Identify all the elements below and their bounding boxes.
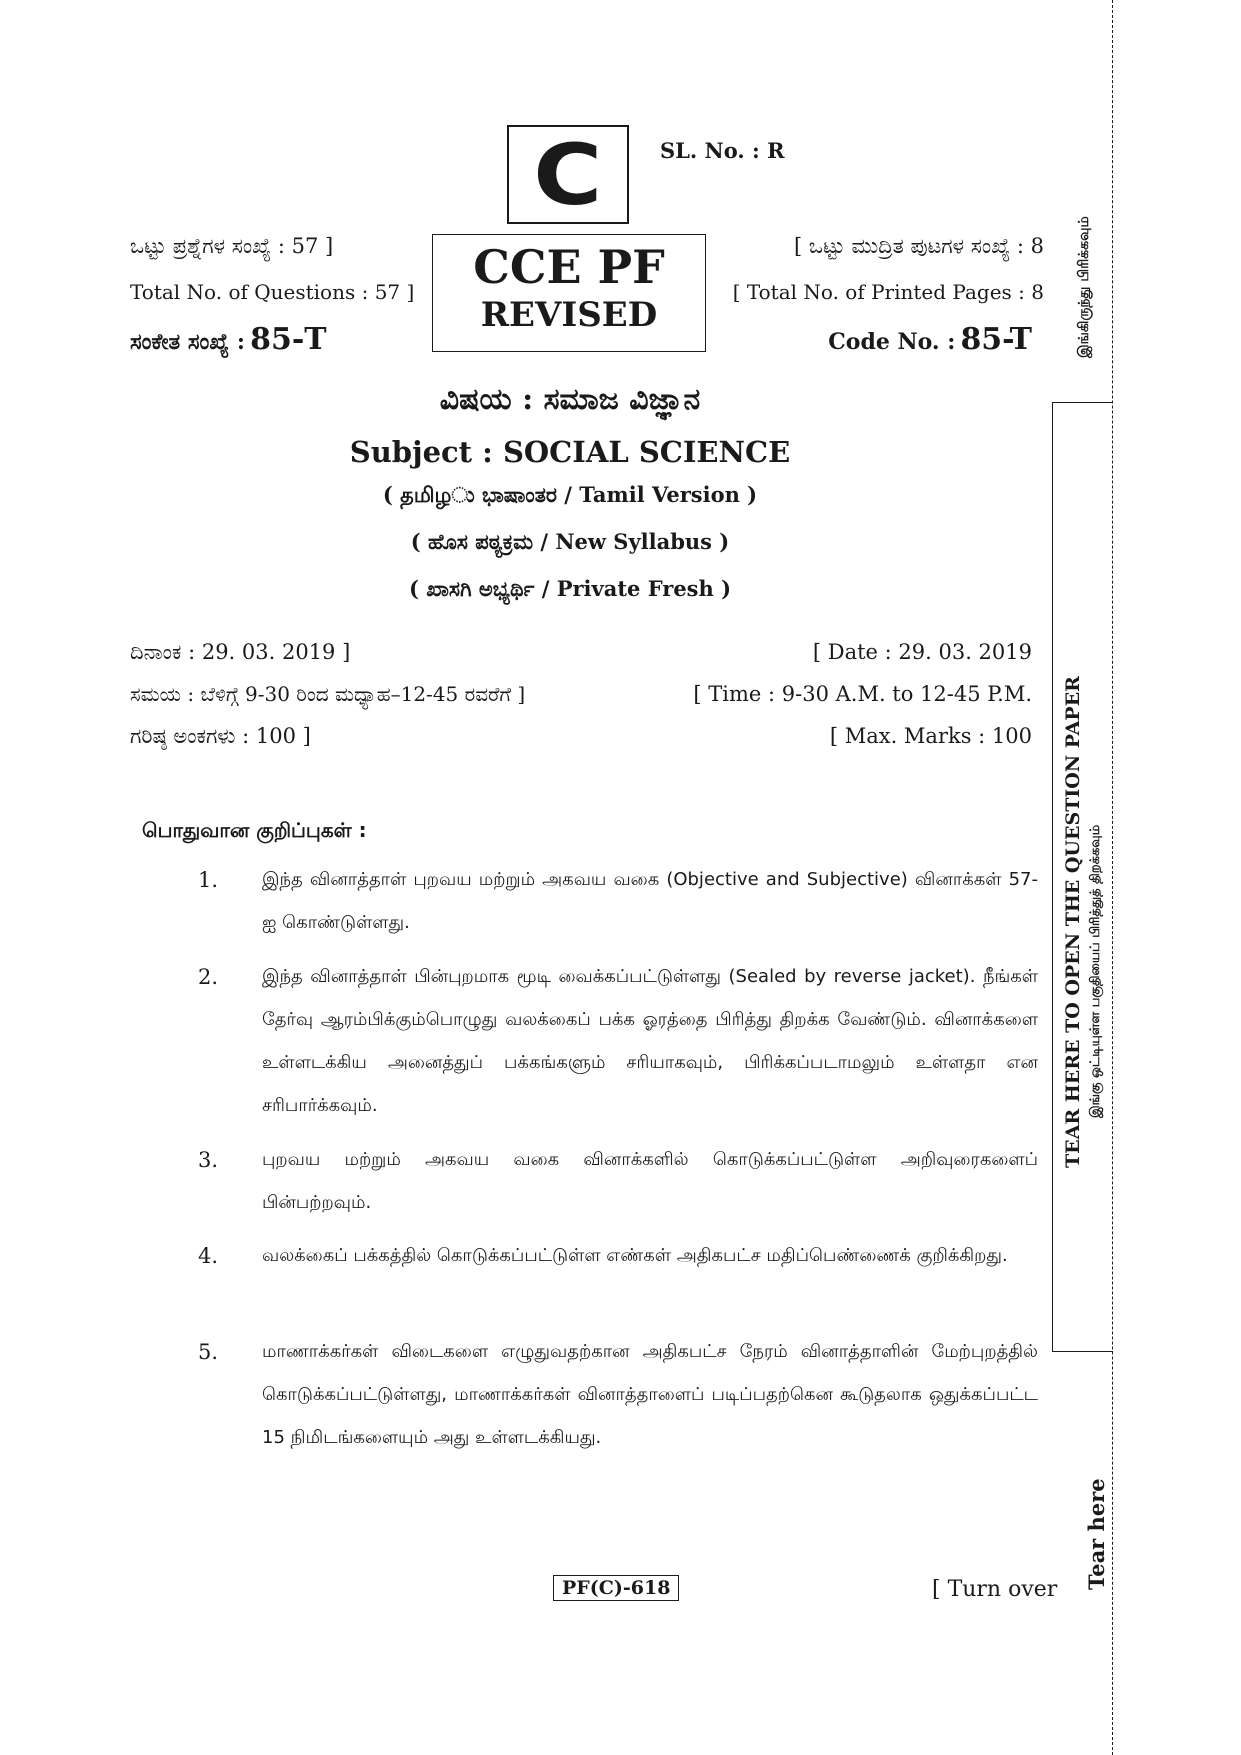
kannada-code-number xyxy=(130,322,327,357)
instruction-text: இந்த வினாத்தாள் புறவய மற்றும் அகவய வகை (Objective and Subjective) வினாக்கள் 57-ஐ கொண்டுள்ளது. xyxy=(262,869,1038,933)
revised-label: REVISED xyxy=(480,295,658,335)
instruction-text: இந்த வினாத்தாள் பின்புறமாக மூடி வைக்கப்பட்டுள்ளது (Sealed by reverse jacket). நீங்கள் தேர்வு ஆரம்பிக்கும்பொழுது வலக்கைப் பக்க ஓரத்தை பிரித்து திறக்க வேண்டும். வினாக்களை உள்ளடக்கிய அனைத்துப் பக்கங்களும் சரியாகவும், பிரிக்கப்படாமலும் உள்ளதா என சரிபார்க்கவும். xyxy=(262,966,1038,1116)
max-marks: [ Max. Marks : 100 xyxy=(829,724,1032,748)
serial-number: SL. No. : R xyxy=(660,138,785,163)
code-label: Code No. : xyxy=(828,329,956,355)
exam-date: [ Date : 29. 03. 2019 xyxy=(812,640,1032,664)
code-value-left: 85-T xyxy=(250,322,327,357)
syllabus-type: ( ಹೊಸ ಪಠ್ಯಕ್ರಮ / New Syllabus ) xyxy=(410,529,730,554)
instruction-text: வலக்கைப் பக்கத்தில் கொடுக்கப்பட்டுள்ள எண்கள் அதிகபட்ச மதிப்பெண்ணைக் குறிக்கிறது. xyxy=(262,1245,1008,1266)
kannada-code-label: ಸಂಕೇತ ಸಂಖ್ಯೆ : xyxy=(130,329,246,355)
code-value-right: 85-T xyxy=(960,322,1032,357)
instruction-text: புறவய மற்றும் அகவய வகை வினாக்களில் கொடுக்கப்பட்டுள்ள அறிவுரைகளைப் பின்பற்றவும். xyxy=(262,1149,1038,1213)
exam-time: [ Time : 9-30 A.M. to 12-45 P.M. xyxy=(693,682,1032,706)
instructions-title: பொதுவான குறிப்புகள் : xyxy=(142,818,367,842)
cce-pf-title: CCE PF xyxy=(473,240,665,294)
instruction-number: 5. xyxy=(198,1340,219,1364)
paper-code-box: PF(C)-618 xyxy=(553,1575,679,1601)
tear-here-label: Tear here xyxy=(1084,1478,1109,1590)
turn-over-note: [ Turn over xyxy=(932,1577,1058,1602)
instruction-number: 4. xyxy=(198,1244,219,1268)
kannada-date: ದಿನಾಂಕ : 29. 03. 2019 ] xyxy=(130,640,351,664)
subject-title: Subject : SOCIAL SCIENCE xyxy=(349,435,791,469)
paper-version-letter: C xyxy=(507,125,629,224)
tear-strip-tamil-instruction: இங்கு ஒட்டியுள்ள பகுதியைப் பிரித்துத் திறக்கவும் xyxy=(1088,824,1103,1118)
language-version: ( தமிழು ಭಾಷಾಂತರ / Tamil Version ) xyxy=(382,482,758,507)
cce-pf-box xyxy=(432,234,706,352)
kannada-subject-title: ವಿಷಯ : ಸಮಾಜ ವಿಜ್ಞಾನ xyxy=(439,382,701,417)
total-printed-pages: [ Total No. of Printed Pages : 8 xyxy=(732,280,1044,304)
code-number xyxy=(720,322,1032,357)
instruction-number: 2. xyxy=(198,965,219,989)
kannada-time: ಸಮಯ : ಬೆಳಿಗ್ಗೆ 9-30 ರಿಂದ ಮಧ್ಯಾಹ–12-45 ರವರೆಗೆ ] xyxy=(130,682,526,706)
total-questions: Total No. of Questions : 57 ] xyxy=(130,280,415,304)
instruction-number: 1. xyxy=(198,868,219,892)
kannada-max-marks: ಗರಿಷ್ಠ ಅಂಕಗಳು : 100 ] xyxy=(130,724,311,748)
kannada-total-pages: [ ಒಟ್ಟು ಮುದ್ರಿತ ಪುಟಗಳ ಸಂಖ್ಯೆ : 8 xyxy=(793,234,1044,258)
tear-here-open-question-paper: TEAR HERE TO OPEN THE QUESTION PAPER xyxy=(1062,676,1084,1168)
tear-strip-tamil-top: இங்கிருந்து பிரிக்கவும் xyxy=(1076,216,1092,358)
instruction-number: 3. xyxy=(198,1148,219,1172)
instruction-text: மாணாக்கர்கள் விடைகளை எழுதுவதற்கான அதிகபட்ச நேரம் வினாத்தாளின் மேற்புறத்தில் கொடுக்கப்பட்டுள்ளது, மாணாக்கர்கள் வினாத்தாளைப் படிப்பதற்கென கூடுதலாக ஒதுக்கப்பட்ட 15 நிமிடங்களையும் அது உள்ளடக்கியது. xyxy=(262,1341,1038,1448)
candidate-type: ( ಖಾಸಗಿ ಅಭ್ಯರ್ಥಿ / Private Fresh ) xyxy=(408,576,732,601)
kannada-total-questions: ಒಟ್ಟು ಪ್ರಶ್ನೆಗಳ ಸಂಖ್ಯೆ : 57 ] xyxy=(130,234,334,258)
